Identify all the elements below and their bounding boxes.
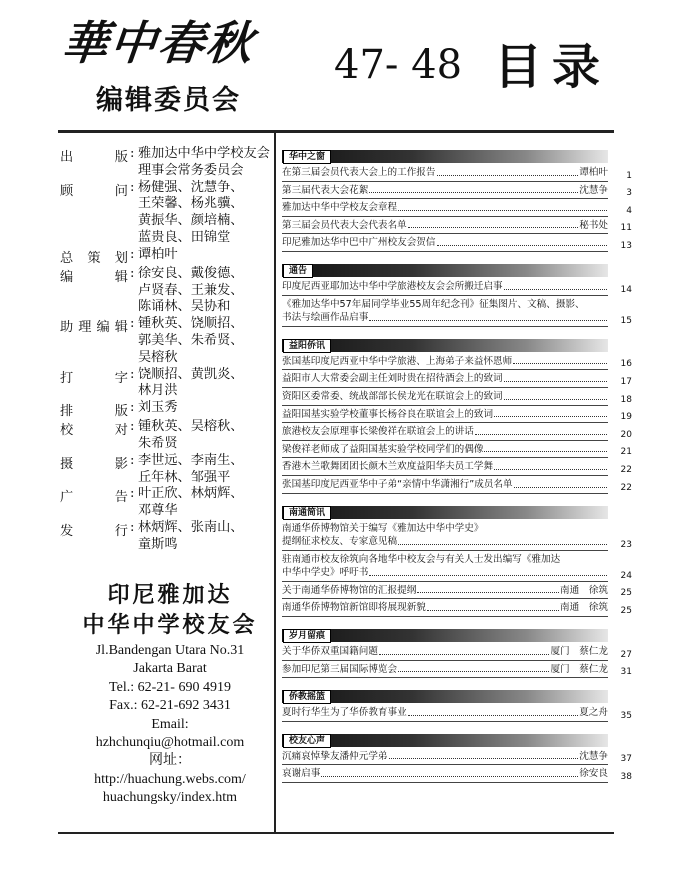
toc-entry-line — [282, 184, 608, 198]
toc-section-header — [282, 690, 608, 703]
staff-role: 校对 — [60, 423, 128, 439]
toc-leader-dots — [484, 451, 607, 452]
toc-entry-line — [282, 280, 608, 294]
toc-entry-title: 雅加达中华中学校友会章程 — [282, 202, 398, 214]
toc-leader-dots — [504, 399, 607, 400]
toc-entry-title: 提纲征求校友、专家意见稿 — [282, 536, 398, 548]
toc-entry[interactable] — [282, 645, 632, 661]
toc-leader-dots — [369, 575, 607, 576]
toc-page-number: 24 — [620, 570, 632, 581]
toc-entry-author: 秘书处 — [579, 219, 608, 231]
toc-section-label: 南通简讯 — [283, 506, 331, 520]
toc-section — [282, 339, 632, 494]
staff-colon: : — [130, 519, 135, 535]
staff-colon: : — [130, 146, 135, 161]
toc-entry-line — [282, 298, 608, 312]
toc-section — [282, 506, 632, 618]
staff-colon: : — [130, 246, 135, 262]
address-line: Email: — [151, 716, 189, 732]
toc-page-number: 23 — [620, 539, 632, 550]
toc-entry[interactable] — [282, 601, 632, 617]
toc-section-header — [282, 734, 608, 747]
toc-page-number: 38 — [620, 772, 632, 783]
table-of-contents — [282, 150, 632, 795]
toc-entry-title: 中华中学史》呼吁书 — [282, 567, 369, 579]
toc-page-number: 31 — [620, 667, 632, 678]
staff-role: 助理编辑 — [60, 320, 128, 336]
toc-entry[interactable] — [282, 443, 632, 459]
toc-entry-title: 关于华侨双重国籍问题 — [282, 646, 378, 658]
toc-entry[interactable] — [282, 390, 632, 406]
toc-entry[interactable] — [282, 460, 632, 476]
staff-row — [60, 400, 280, 419]
toc-leader-dots — [475, 434, 607, 435]
staff-names: 饶顺招、黄凯炎、 林月洪 — [138, 366, 244, 399]
toc-page-number: 19 — [620, 412, 632, 423]
toc-page-number: 22 — [620, 482, 632, 493]
toc-entry-title: 香港木兰歌舞团团长颜木兰欢度益阳华夫员工学舞 — [282, 461, 494, 473]
staff-names: 叶正欣、林炳辉、 邓尊华 — [138, 486, 244, 519]
staff-role: 排版 — [60, 404, 128, 420]
toc-entry-title: 张国基印度尼西亚中华中学旅港、上海弟子来益怀恩师 — [282, 355, 513, 367]
toc-entry-title: 在第三届会员代表大会上的工作报告 — [282, 167, 436, 178]
address-line: huachungsky/index.htm — [102, 790, 238, 806]
toc-entry-line — [282, 219, 608, 233]
toc-leader-dots — [437, 245, 608, 246]
toc-leader-dots — [398, 544, 607, 545]
editorial-board-heading: 编辑委员会 — [96, 85, 241, 116]
toc-entry-line — [282, 706, 608, 720]
magazine-logo-title: 華中春秋 — [59, 16, 257, 70]
staff-role: 编辑 — [60, 269, 128, 285]
toc-leader-dots — [369, 320, 607, 321]
toc-entry[interactable] — [282, 219, 632, 235]
toc-entry-title: 第三届代表大会花絮 — [282, 184, 369, 196]
toc-entry[interactable] — [282, 553, 632, 582]
toc-entry[interactable] — [282, 478, 632, 494]
staff-colon: : — [130, 265, 135, 281]
toc-entry[interactable] — [282, 236, 632, 252]
toc-page-number: 4 — [626, 205, 632, 216]
toc-entry[interactable] — [282, 201, 632, 217]
toc-entry-title: 书法与绘画作品启事 — [282, 312, 369, 324]
staff-names: 李世远、李南生、 丘年林、邹强平 — [138, 452, 244, 485]
toc-leader-dots — [408, 227, 579, 228]
toc-entry[interactable] — [282, 750, 632, 766]
toc-page-number: 13 — [620, 240, 632, 251]
toc-entry-line — [282, 522, 608, 536]
toc-entry[interactable] — [282, 663, 632, 679]
toc-entry-line — [282, 425, 608, 439]
toc-entry-line — [282, 535, 608, 549]
toc-page-number: 1 — [626, 170, 632, 181]
footer-rule — [58, 832, 614, 834]
toc-section-label: 通告 — [283, 264, 313, 278]
toc-entry-title: 沉痛哀悼挚友潘仲元学弟 — [282, 750, 388, 762]
toc-page-number: 21 — [620, 447, 632, 458]
toc-leader-dots — [494, 469, 607, 470]
staff-colon: : — [130, 452, 135, 468]
toc-entry-line — [282, 750, 608, 764]
staff-list — [60, 146, 280, 554]
toc-entry[interactable] — [282, 706, 632, 722]
toc-leader-dots — [494, 416, 607, 417]
toc-section-label: 华中之窗 — [283, 150, 331, 164]
staff-colon: : — [130, 316, 135, 332]
toc-entry-title: 印尼雅加达华中巴中广州校友会贺信 — [282, 237, 436, 249]
toc-page-number: 11 — [620, 223, 632, 234]
toc-entry-line — [282, 166, 608, 180]
toc-entry[interactable] — [282, 355, 632, 371]
staff-names: 锺秋英、吴榕秋、 朱希贤 — [138, 419, 244, 451]
address-line: 网址： — [149, 753, 191, 769]
toc-entry-line — [282, 460, 608, 474]
toc-page-number: 18 — [620, 394, 632, 405]
toc-page-number: 20 — [620, 429, 632, 440]
address-line: Fax.: 62-21-692 3431 — [109, 698, 231, 714]
toc-entry-line — [282, 443, 608, 457]
staff-row — [60, 453, 280, 487]
staff-colon: : — [130, 486, 135, 502]
toc-entry[interactable] — [282, 408, 632, 424]
toc-entry-author: 南通 徐筑 — [560, 584, 608, 596]
toc-section — [282, 690, 632, 722]
staff-row — [60, 146, 280, 180]
toc-section-header — [282, 629, 608, 642]
toc-section-label: 益阳侨讯 — [283, 339, 331, 353]
toc-leader-dots — [437, 175, 579, 176]
toc-page-number: 37 — [620, 754, 632, 765]
toc-entry-title: 张国基印度尼西亚华中子弟“亲情中华潇湘行”成员名单 — [282, 478, 513, 490]
toc-entry-line — [282, 201, 608, 215]
toc-entry-title: 关于南通华侨博物馆的汇报提纲 — [282, 584, 417, 596]
toc-entry-author: 沈慧争 — [579, 184, 608, 196]
toc-section — [282, 150, 632, 252]
toc-leader-dots — [389, 758, 579, 759]
toc-entry[interactable] — [282, 584, 632, 600]
toc-entry[interactable] — [282, 298, 632, 327]
toc-page-number: 17 — [620, 376, 632, 387]
address-line: Jl.Bandengan Utara No.31 — [95, 643, 245, 658]
toc-entry-title: 南通华侨博物馆新馆即将展现新貌 — [282, 602, 426, 614]
toc-leader-dots — [379, 654, 550, 655]
toc-page-number: 25 — [620, 588, 632, 599]
toc-section-label: 侨教摇篮 — [283, 690, 331, 704]
toc-entry[interactable] — [282, 425, 632, 441]
toc-page-number: 15 — [620, 315, 632, 326]
toc-leader-dots — [427, 610, 559, 611]
toc-leader-dots — [504, 381, 607, 382]
toc-entry-author: 厦门 蔡仁龙 — [550, 646, 608, 658]
toc-leader-dots — [408, 715, 579, 716]
toc-entry-title: 南通华侨博物馆关于编写《雅加达中华中学史》 — [282, 522, 484, 534]
toc-page-number: 22 — [620, 464, 632, 475]
toc-entry-author: 南通 徐筑 — [560, 602, 608, 614]
toc-section — [282, 264, 632, 327]
staff-role: 摄影 — [60, 456, 128, 472]
staff-row — [60, 486, 280, 520]
toc-entry-title: 参加印尼第三届国际博览会 — [282, 663, 398, 675]
staff-names: 杨健强、沈慧争、 王荣馨、杨兆骥、 黄振华、颜培楠、 蓝贵良、田锦堂 — [138, 179, 244, 245]
toc-section-header — [282, 150, 608, 163]
staff-names: 锺秋英、饶顺招、 郭美华、朱希贤、 吴榕秋 — [138, 316, 244, 365]
toc-entry-author: 沈慧争 — [579, 750, 608, 762]
staff-role: 打字 — [60, 370, 128, 386]
toc-entry-line — [282, 645, 608, 659]
toc-entry-line — [282, 311, 608, 325]
toc-entry[interactable] — [282, 166, 632, 182]
toc-page-number: 27 — [620, 649, 632, 660]
toc-leader-dots — [321, 776, 578, 777]
staff-row — [60, 266, 280, 316]
staff-role: 顾问 — [60, 183, 128, 199]
toc-entry-line — [282, 601, 608, 615]
toc-entry-title: 印度尼西亚耶加达中华中学旅港校友会会所搬迁启事 — [282, 280, 503, 292]
toc-entry-title: 梁俊祥老师成了益阳国基实验学校同学们的偶像 — [282, 443, 484, 455]
contents-title: 目录 — [494, 39, 611, 95]
toc-page-number: 16 — [620, 359, 632, 370]
toc-entry-title: 资阳区委常委、统战部部长侯龙光在联谊会上的致词 — [282, 390, 503, 402]
toc-entry-title: 哀谢启事 — [282, 768, 321, 780]
staff-role: 出版 — [60, 150, 128, 165]
toc-leader-dots — [417, 592, 559, 593]
staff-row — [60, 316, 280, 366]
address-line: Tel.: 62-21- 690 4919 — [109, 679, 231, 695]
toc-entry-author: 厦门 蔡仁龙 — [550, 663, 608, 675]
toc-page-number: 25 — [620, 606, 632, 617]
toc-entry-title: 益阳市人大常委会副主任刘时贵在招待酒会上的致词 — [282, 373, 503, 385]
toc-entry[interactable] — [282, 372, 632, 388]
staff-colon: : — [130, 400, 135, 416]
staff-colon: : — [130, 419, 135, 435]
toc-entry-line — [282, 355, 608, 369]
publisher-name-line2: 中华中学校友会 — [82, 613, 258, 638]
toc-entry-line — [282, 663, 608, 677]
toc-leader-dots — [369, 192, 578, 193]
toc-entry[interactable] — [282, 522, 632, 551]
staff-names: 徐安良、戴俊德、 卢贤春、王兼发、 陈诵林、吴协和 — [138, 265, 244, 315]
toc-page-number: 3 — [626, 188, 632, 199]
toc-section-header — [282, 506, 608, 519]
address-line: http://huachung.webs.com/ — [94, 771, 246, 787]
toc-entry[interactable] — [282, 280, 632, 296]
toc-entry-line — [282, 553, 608, 567]
header-rule — [58, 130, 614, 133]
toc-entry-title: 《雅加达华中57年届同学毕业55周年纪念刊》征集图片、文稿、摄影、 — [282, 298, 585, 310]
toc-entry-title: 第三届会员代表大会代表名单 — [282, 219, 407, 231]
staff-names: 林炳辉、张南山、 童斯鸣 — [138, 519, 244, 552]
toc-entry-title: 益阳国基实验学校董事长杨谷良在联谊会上的致词 — [282, 408, 494, 420]
toc-entry-title: 夏时行华生为了华侨教育事业 — [282, 707, 407, 719]
toc-page-number: 35 — [620, 710, 632, 721]
toc-section-header — [282, 339, 608, 352]
toc-entry-line — [282, 478, 608, 492]
staff-colon: : — [130, 366, 135, 382]
toc-leader-dots — [398, 210, 607, 211]
staff-names: 刘玉秀 — [138, 400, 178, 416]
toc-leader-dots — [514, 487, 607, 488]
toc-entry-line — [282, 767, 608, 781]
staff-role: 广告 — [60, 490, 128, 506]
toc-entry[interactable] — [282, 184, 632, 200]
staff-row — [60, 419, 280, 453]
toc-section-header — [282, 264, 608, 277]
toc-entry-line — [282, 390, 608, 404]
toc-entry-author: 夏之舟 — [579, 707, 608, 719]
staff-names: 谭柏叶 — [138, 246, 178, 262]
toc-entry-title: 驻南通市校友徐筑向各地华中校友会与有关人士发出编写《雅加达 — [282, 553, 561, 565]
toc-entry-author: 谭柏叶 — [579, 167, 608, 178]
toc-leader-dots — [504, 289, 607, 290]
staff-row — [60, 367, 280, 401]
address-line: hzhchunqiu@hotmail.com — [95, 735, 245, 751]
staff-colon: : — [130, 179, 135, 195]
staff-row — [60, 520, 280, 554]
publisher-name-line1: 印尼雅加达 — [107, 583, 233, 608]
toc-section — [282, 734, 632, 783]
toc-entry-line — [282, 408, 608, 422]
address-line: Jakarta Barat — [133, 661, 207, 677]
staff-role: 总策划 — [60, 250, 128, 266]
toc-section-label: 校友心声 — [283, 734, 331, 748]
toc-leader-dots — [513, 363, 607, 364]
toc-entry-line — [282, 566, 608, 580]
staff-row — [60, 180, 280, 247]
staff-names: 雅加达中华中学校友会 理事会常务委员会 — [138, 146, 270, 178]
toc-entry[interactable] — [282, 767, 632, 783]
toc-entry-line — [282, 584, 608, 598]
toc-section — [282, 629, 632, 678]
toc-entry-author: 徐安良 — [579, 768, 608, 780]
toc-entry-title: 旅港校友会原理事长梁俊祥在联谊会上的讲话 — [282, 426, 474, 438]
staff-row — [60, 247, 280, 266]
toc-section-label: 岁月留痕 — [283, 629, 331, 643]
toc-entry-line — [282, 236, 608, 250]
staff-role: 发行 — [60, 523, 128, 539]
toc-entry-line — [282, 372, 608, 386]
toc-leader-dots — [398, 671, 549, 672]
toc-page-number: 14 — [620, 284, 632, 295]
issue-number: 47- 48 — [334, 42, 463, 88]
